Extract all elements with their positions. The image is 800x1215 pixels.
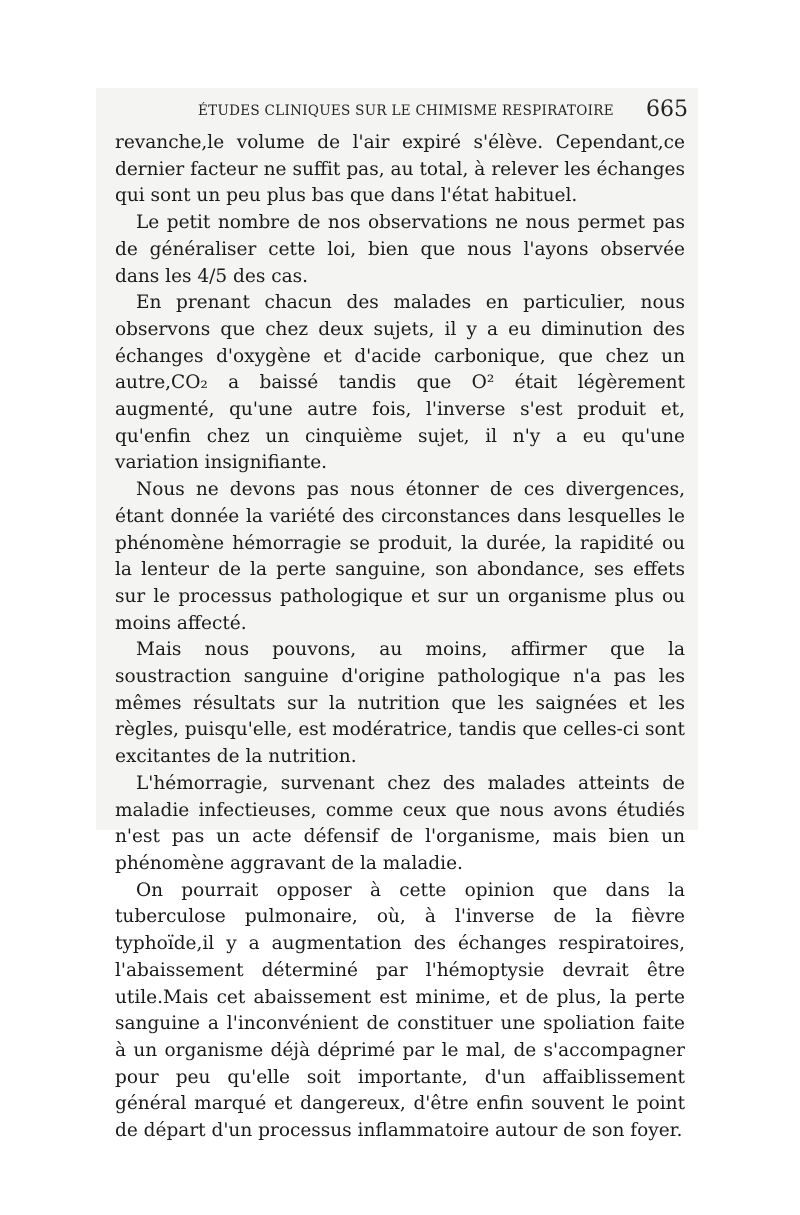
paragraph-1: revanche,le volume de l'air expiré s'élève. Cependant,ce dernier facteur ne suffit pas, au total, à relever les échanges qui sont un peu plus bas que dans l'état habituel. xyxy=(115,132,685,207)
paragraph-3: En prenant chacun des malades en particulier, nous observons que chez deux sujets, il y a eu diminution des échanges d'oxygène et d'acide carbonique, que chez un autre,CO₂ a baissé tandis que O² était légèrement augmenté, qu'une autre fois, l'inverse s'est produit et, qu'enfin chez un cinquième sujet, il n'y a eu qu'une variation insignifiante. xyxy=(115,292,685,474)
paragraph-2: Le petit nombre de nos observations ne nous permet pas de généraliser cette loi, bien que nous l'ayons observée dans les 4/5 des cas. xyxy=(115,212,685,287)
page-number: 665 xyxy=(646,97,688,122)
running-header xyxy=(100,97,694,125)
paragraph-6: L'hémorragie, survenant chez des malades atteints de maladie infectieuses, comme ceux que nous avons étudiés n'est pas un acte défensif de l'organisme, mais bien un phénomène aggravant de la maladie. xyxy=(115,772,685,874)
body-text xyxy=(115,130,685,1145)
paragraph-7: On pourrait opposer à cette opinion que dans la tuberculose pulmonaire, où, à l'inverse de la fièvre typhoïde,il y a augmentation des échanges respiratoires, l'abaissement déterminé par l'hémoptysie devrait être utile.Mais cet abaissement est minime, et de plus, la perte sanguine a l'inconvénient de constituer une spoliation faite à un organisme déjà déprimé par le mal, de s'accompagner pour peu qu'elle soit importante, d'un affaiblissement général marqué et dangereux, d'être enfin souvent le point de départ d'un processus inflammatoire autour de son foyer. xyxy=(115,879,685,1142)
paragraph-4: Nous ne devons pas nous étonner de ces divergences, étant donnée la variété des circonstances dans lesquelles le phénomène hémorragie se produit, la durée, la rapidité ou la lenteur de la perte sanguine, son abondance, ses effets sur le processus pathologique et sur un organisme plus ou moins affecté. xyxy=(115,479,685,634)
paragraph-5: Mais nous pouvons, au moins, affirmer que la soustraction sanguine d'origine pathologique n'a pas les mêmes résultats sur la nutrition que les saignées et les règles, puisqu'elle, est modératrice, tandis que celles-ci sont excitantes de la nutrition. xyxy=(115,639,685,768)
running-title: ÉTUDES CLINIQUES SUR LE CHIMISME RESPIRATOIRE xyxy=(198,103,614,119)
